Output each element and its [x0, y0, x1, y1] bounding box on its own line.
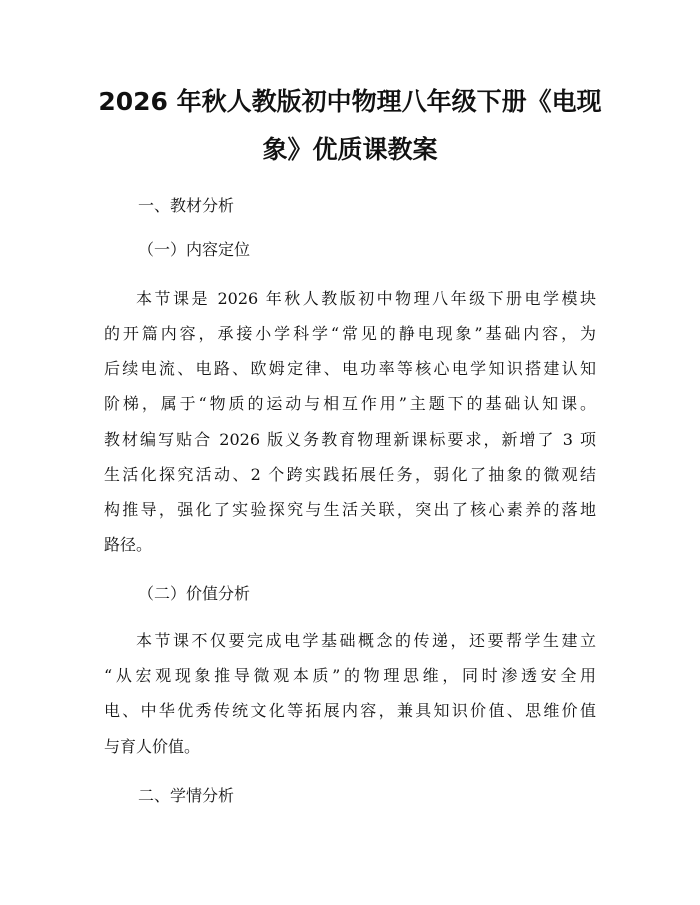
paragraph-line: 阶梯，属于“物质的运动与相互作用”主题下的基础认知课。	[104, 394, 596, 413]
paragraph-line: 路径。	[104, 535, 153, 554]
section-heading-textbook-analysis: 一、教材分析	[138, 196, 235, 215]
paragraph-line: 本节课是 2026 年秋人教版初中物理八年级下册电学模块	[136, 289, 596, 308]
document-title-line-2: 象》优质课教案	[262, 135, 438, 164]
subsection-heading-content-positioning: （一）内容定位	[138, 240, 251, 259]
paragraph-line: 与育人价值。	[104, 737, 201, 756]
paragraph-line: “从宏观现象推导微观本质”的物理思维，同时渗透安全用	[104, 666, 596, 685]
paragraph-line: 后续电流、电路、欧姆定律、电功率等核心电学知识搭建认知	[104, 359, 596, 378]
paragraph-line: 生活化探究活动、2 个跨实践拓展任务，弱化了抽象的微观结	[104, 465, 596, 484]
subsection-heading-value-analysis: （二）价值分析	[138, 584, 251, 603]
paragraph-line: 的开篇内容，承接小学科学“常见的静电现象”基础内容，为	[104, 324, 596, 343]
paragraph-line: 本节课不仅要完成电学基础概念的传递，还要帮学生建立	[136, 631, 596, 650]
paragraph-line: 电、中华优秀传统文化等拓展内容，兼具知识价值、思维价值	[104, 701, 596, 720]
paragraph-line: 教材编写贴合 2026 版义务教育物理新课标要求，新增了 3 项	[104, 430, 596, 449]
paragraph-line: 构推导，强化了实验探究与生活关联，突出了核心素养的落地	[104, 500, 596, 519]
document-title-line-1: 2026 年秋人教版初中物理八年级下册《电现	[98, 87, 602, 116]
section-heading-learner-analysis: 二、学情分析	[138, 786, 235, 805]
